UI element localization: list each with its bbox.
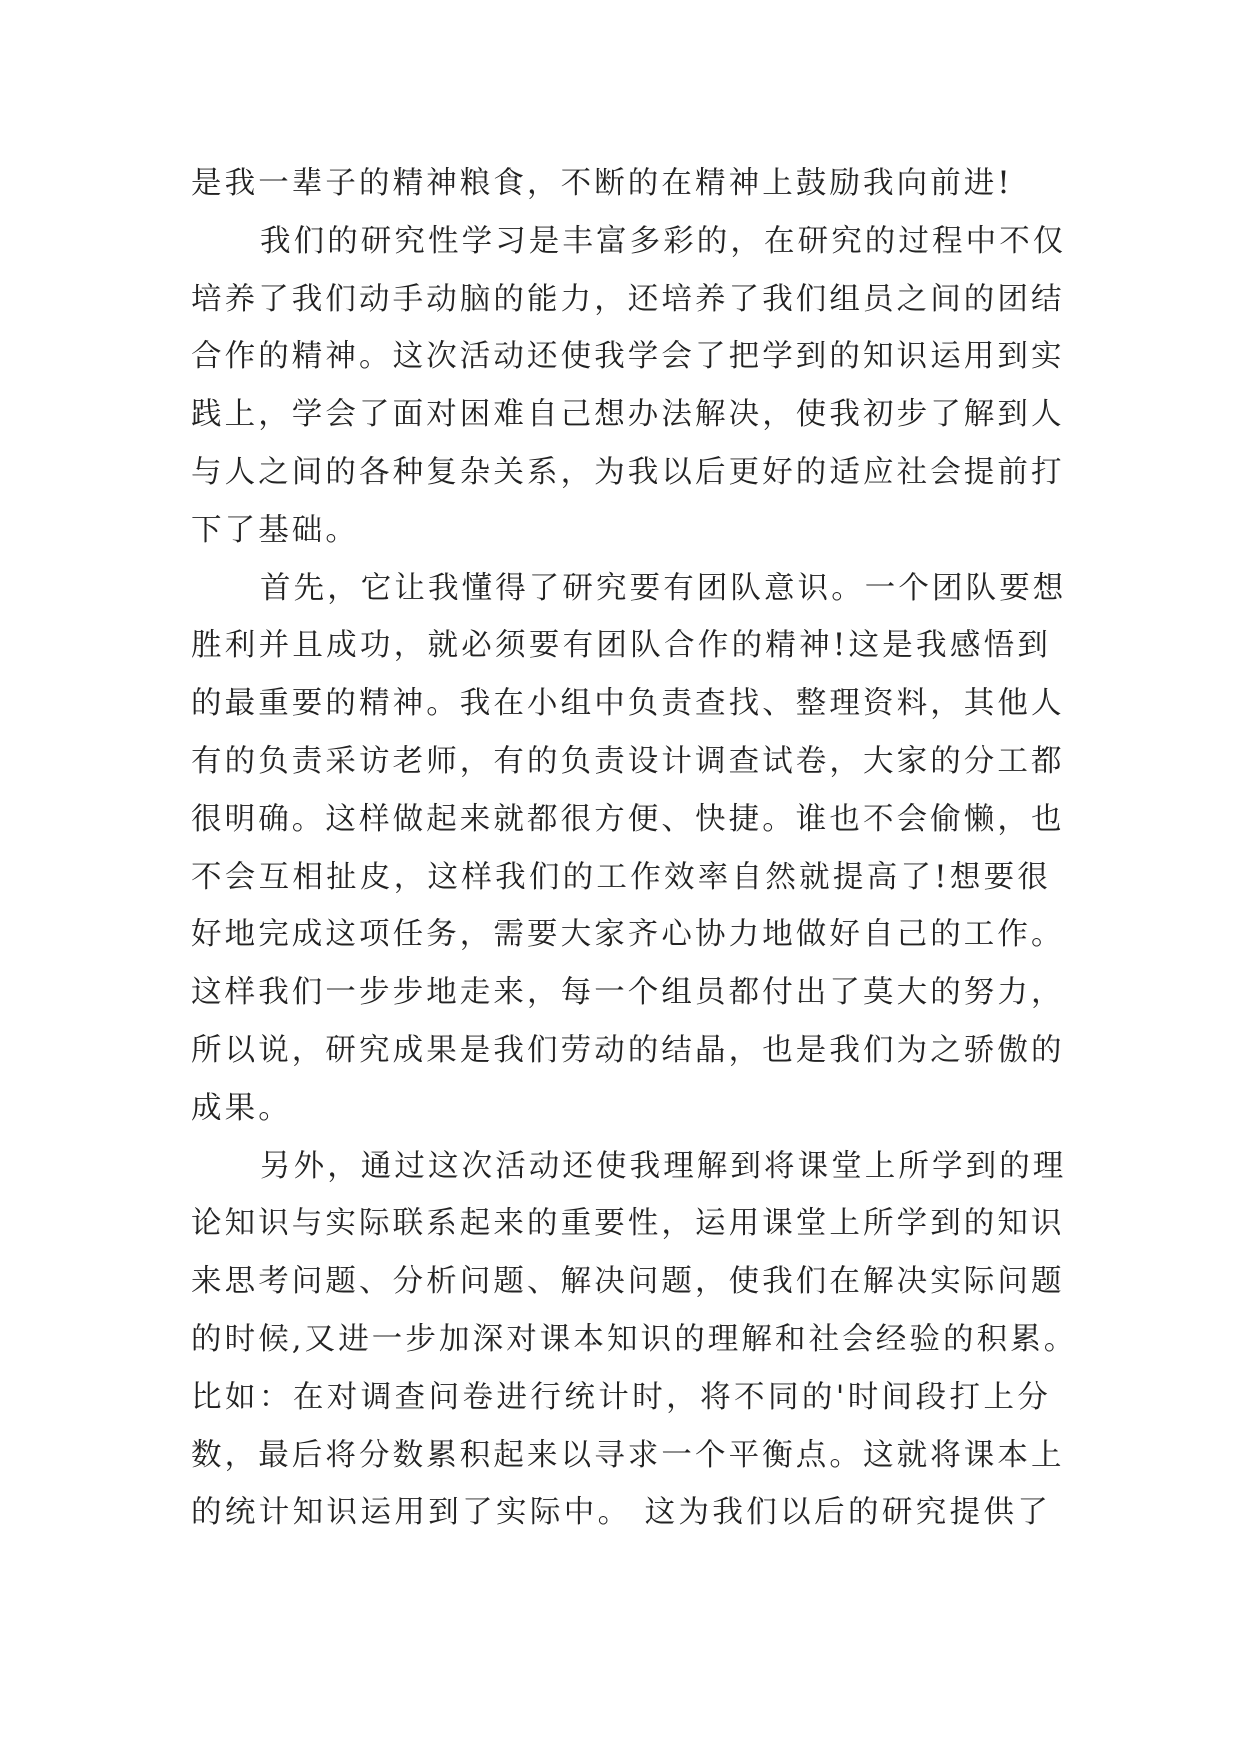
body-text [191, 155, 1078, 1542]
paragraph [191, 213, 1067, 560]
text-line: 所以说，研究成果是我们劳动的结晶，也是我们为之骄傲的 [191, 1032, 1065, 1068]
text-line: 培养了我们动手动脑的能力，还培养了我们组员之间的团结 [191, 281, 1065, 317]
text-line: 好地完成这项任务，需要大家齐心协力地做好自己的工作。 [191, 917, 1065, 953]
text-line: 合作的精神。这次活动还使我学会了把学到的知识运用到实 [191, 339, 1065, 375]
text-line: 的统计知识运用到了实际中。 这为我们以后的研究提供了 [191, 1495, 1051, 1531]
text-line: 另外，通过这次活动还使我理解到将课堂上所学到的理 [260, 1148, 1067, 1184]
text-line: 的时候,又进一步加深对课本知识的理解和社会经验的积累。 [191, 1321, 1078, 1357]
text-line: 来思考问题、分析问题、解决问题，使我们在解决实际问题 [191, 1264, 1065, 1300]
paragraph [191, 560, 1067, 1138]
text-line: 下了基础。 [191, 512, 359, 548]
text-line: 成果。 [191, 1090, 292, 1126]
text-line: 的最重要的精神。我在小组中负责查找、整理资料，其他人 [191, 686, 1065, 722]
text-line: 不会互相扯皮，这样我们的工作效率自然就提高了!想要很 [191, 859, 1051, 895]
text-line: 与人之间的各种复杂关系，为我以后更好的适应社会提前打 [191, 454, 1065, 490]
text-line: 首先，它让我懂得了研究要有团队意识。一个团队要想 [260, 570, 1067, 606]
text-line: 比如：在对调查问卷进行统计时，将不同的'时间段打上分 [191, 1379, 1051, 1415]
text-line: 论知识与实际联系起来的重要性，运用课堂上所学到的知识 [191, 1206, 1065, 1242]
text-line: 胜利并且成功，就必须要有团队合作的精神!这是我感悟到 [191, 628, 1051, 664]
text-line: 很明确。这样做起来就都很方便、快捷。谁也不会偷懒，也 [191, 801, 1065, 837]
text-line: 我们的研究性学习是丰富多彩的，在研究的过程中不仅 [260, 223, 1067, 259]
paragraph [191, 155, 1051, 213]
paragraph [191, 1138, 1078, 1543]
text-line: 有的负责采访老师，有的负责设计调查试卷，大家的分工都 [191, 743, 1065, 779]
text-line: 这样我们一步步地走来，每一个组员都付出了莫大的努力， [191, 975, 1065, 1011]
text-line: 践上，学会了面对困难自己想办法解决，使我初步了解到人 [191, 397, 1065, 433]
text-line: 是我一辈子的精神粮食，不断的在精神上鼓励我向前进! [191, 166, 1013, 201]
text-line: 数，最后将分数累积起来以寻求一个平衡点。这就将课本上 [191, 1437, 1065, 1473]
